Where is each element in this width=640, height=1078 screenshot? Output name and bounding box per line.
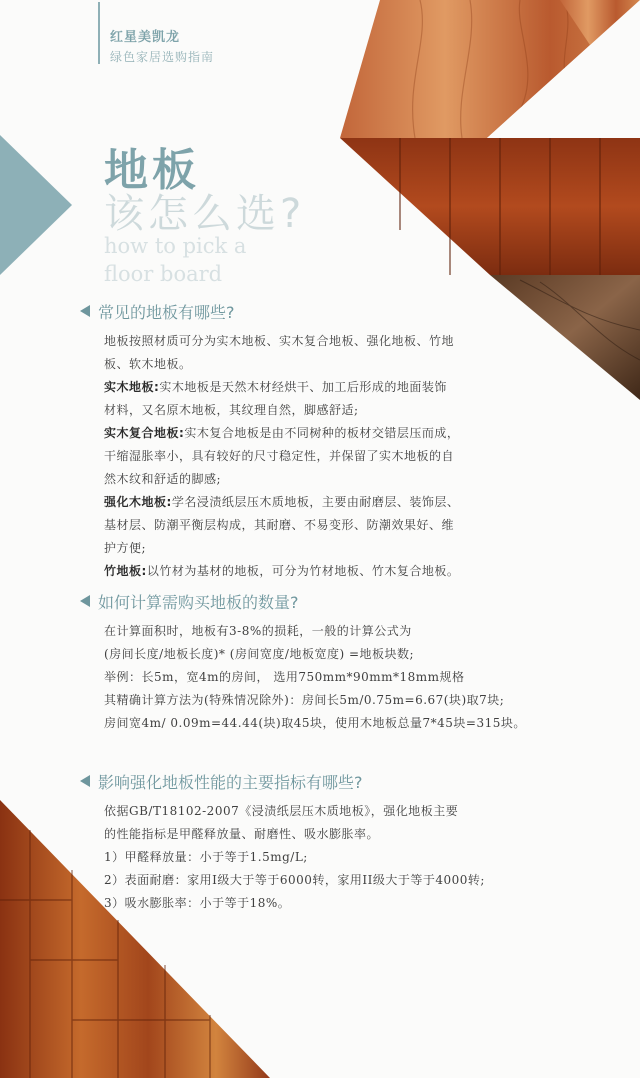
caret-left-icon bbox=[80, 775, 90, 787]
caret-left-icon bbox=[80, 305, 90, 317]
section-heading-indicators bbox=[80, 770, 363, 793]
text-line bbox=[104, 422, 504, 445]
teal-triangle-shape bbox=[0, 135, 72, 275]
brand-name: 红星美凯龙 bbox=[110, 30, 181, 45]
text-line: 基材层、防潮平衡层构成，其耐磨、不易变形、防潮效果好、维 bbox=[104, 518, 455, 532]
section-heading-text: 常见的地板有哪些? bbox=[98, 303, 235, 322]
section-body-indicators bbox=[104, 800, 524, 915]
text-line: 举例：长5m，宽4m的房间， 选用750mm*90mm*18mm规格 bbox=[104, 670, 465, 684]
term-label: 实木地板: bbox=[104, 380, 160, 394]
text-line bbox=[104, 560, 504, 583]
term-text: 学名浸渍纸层压木质地板，主要由耐磨层、装饰层、 bbox=[171, 495, 460, 509]
text-line: 板、软木地板。 bbox=[104, 357, 192, 371]
page-subtitle: 该怎么选? bbox=[104, 191, 306, 237]
text-line: (房间长度/地板长度)* (房间宽度/地板宽度) =地板块数; bbox=[104, 647, 415, 661]
brand-subtitle: 绿色家居选购指南 bbox=[110, 50, 215, 64]
section-body-types bbox=[104, 330, 504, 583]
term-text: 实木地板是天然木材经烘干、加工后形成的地面装饰 bbox=[159, 380, 447, 394]
english-title-line2: floor board bbox=[104, 262, 223, 286]
section-body-quantity bbox=[104, 620, 544, 735]
text-line: 地板按照材质可分为实木地板、实木复合地板、强化地板、竹地 bbox=[104, 334, 455, 348]
term-label: 强化木地板: bbox=[104, 495, 172, 509]
text-line: 依据GB/T18102-2007《浸渍纸层压木质地板》，强化地板主要 bbox=[104, 804, 459, 818]
text-line: 然木纹和舒适的脚感; bbox=[104, 472, 222, 486]
text-line bbox=[104, 491, 504, 514]
text-line: 房间宽4m/ 0.09m=44.44(块)取45块，使用木地板总量7*45块=315块。 bbox=[104, 716, 526, 730]
wood-panel-planks bbox=[340, 138, 640, 275]
text-line: 3）吸水膨胀率：小于等于18%。 bbox=[104, 896, 291, 910]
text-line: 1）甲醛释放量：小于等于1.5mg/L; bbox=[104, 850, 308, 864]
text-line: 干缩湿胀率小，具有较好的尺寸稳定性，并保留了实木地板的自 bbox=[104, 449, 455, 463]
caret-left-icon bbox=[80, 595, 90, 607]
section-heading-text: 影响强化地板性能的主要指标有哪些? bbox=[98, 773, 363, 792]
text-line bbox=[104, 376, 504, 399]
term-label: 竹地板: bbox=[104, 564, 147, 578]
page-title: 地板 bbox=[104, 145, 200, 196]
section-heading-types bbox=[80, 300, 235, 323]
text-line: 材料，又名原木地板，其纹理自然，脚感舒适; bbox=[104, 403, 359, 417]
english-title-line1: how to pick a bbox=[104, 234, 247, 258]
text-line: 的性能指标是甲醛释放量、耐磨性、吸水膨胀率。 bbox=[104, 827, 380, 841]
brand-divider bbox=[98, 2, 100, 64]
term-text: 以竹材为基材的地板，可分为竹材地板、竹木复合地板。 bbox=[146, 564, 460, 578]
section-heading-quantity bbox=[80, 590, 299, 613]
text-line: 2）表面耐磨：家用I级大于等于6000转，家用II级大于等于4000转; bbox=[104, 873, 485, 887]
wood-panel-swirl bbox=[490, 275, 640, 400]
section-heading-text: 如何计算需购买地板的数量? bbox=[98, 593, 299, 612]
text-line: 护方便; bbox=[104, 541, 147, 555]
term-text: 实木复合地板是由不同树种的板材交错层压而成， bbox=[184, 426, 460, 440]
text-line: 其精确计算方法为(特殊情况除外)：房间长5m/0.75m=6.67(块)取7块; bbox=[104, 693, 505, 707]
text-line: 在计算面积时，地板有3-8%的损耗，一般的计算公式为 bbox=[104, 624, 412, 638]
term-label: 实木复合地板: bbox=[104, 426, 185, 440]
